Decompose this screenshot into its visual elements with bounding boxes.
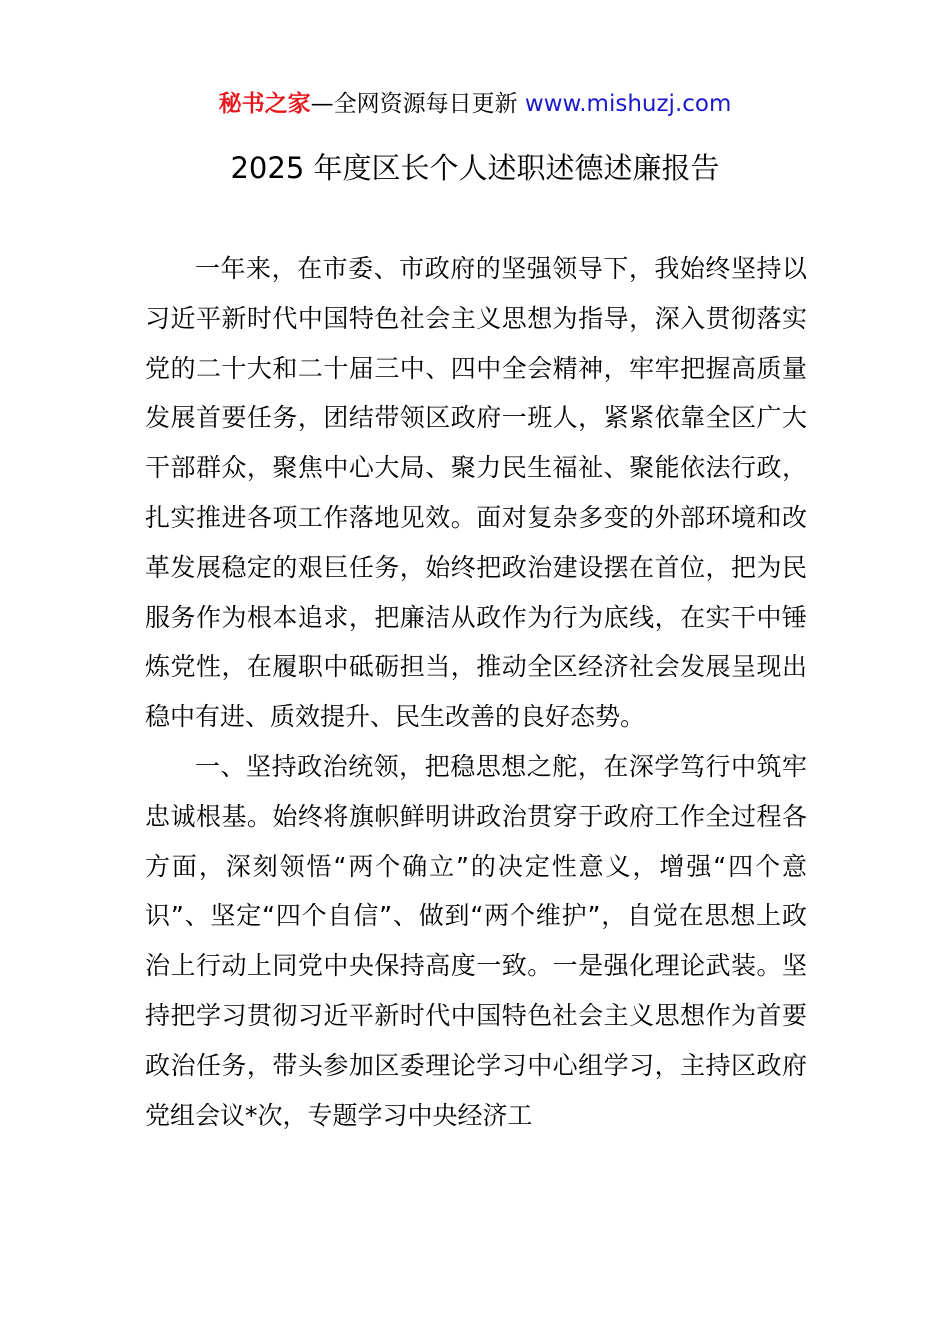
site-header (0, 86, 950, 122)
paragraph-section-1: 一、坚持政治统领，把稳思想之舵，在深学笃行中筑牢忠诚根基。始终将旗帜鲜明讲政治贯穿于政府工作全过程各方面，深刻领悟“两个确立”的决定性意义，增强“四个意识”、坚定“四个自信”、做到“两个维护”，自觉在思想上政治上行动上同党中央保持高度一致。一是强化理论武装。坚持把学习贯彻习近平新时代中国特色社会主义思想作为首要政治任务，带头参加区委理论学习中心组学习，主持区政府党组会议*次，专题学习中央经济工 (145, 751, 807, 1130)
document-title: 2025 年度区长个人述职述德述廉报告 (230, 151, 720, 185)
site-url: www.mishuzj.com (524, 91, 732, 117)
paragraph-intro: 一年来，在市委、市政府的坚强领导下，我始终坚持以习近平新时代中国特色社会主义思想为指导，深入贯彻落实党的二十大和二十届三中、四中全会精神，牢牢把握高质量发展首要任务，团结带领区政府一班人，紧紧依靠全区广大干部群众，聚焦中心大局、聚力民生福祉、聚能依法行政，扎实推进各项工作落地见效。面对复杂多变的外部环境和改革发展稳定的艰巨任务，始终把政治建设摆在首位，把为民服务作为根本追求，把廉洁从政作为行为底线，在实干中锤炼党性，在履职中砥砺担当，推动全区经济社会发展呈现出稳中有进、质效提升、民生改善的良好态势。 (145, 254, 807, 732)
document-body (145, 244, 807, 1140)
brand-name: 秘书之家 (218, 91, 311, 117)
header-tagline: —全网资源每日更新 (310, 91, 525, 117)
